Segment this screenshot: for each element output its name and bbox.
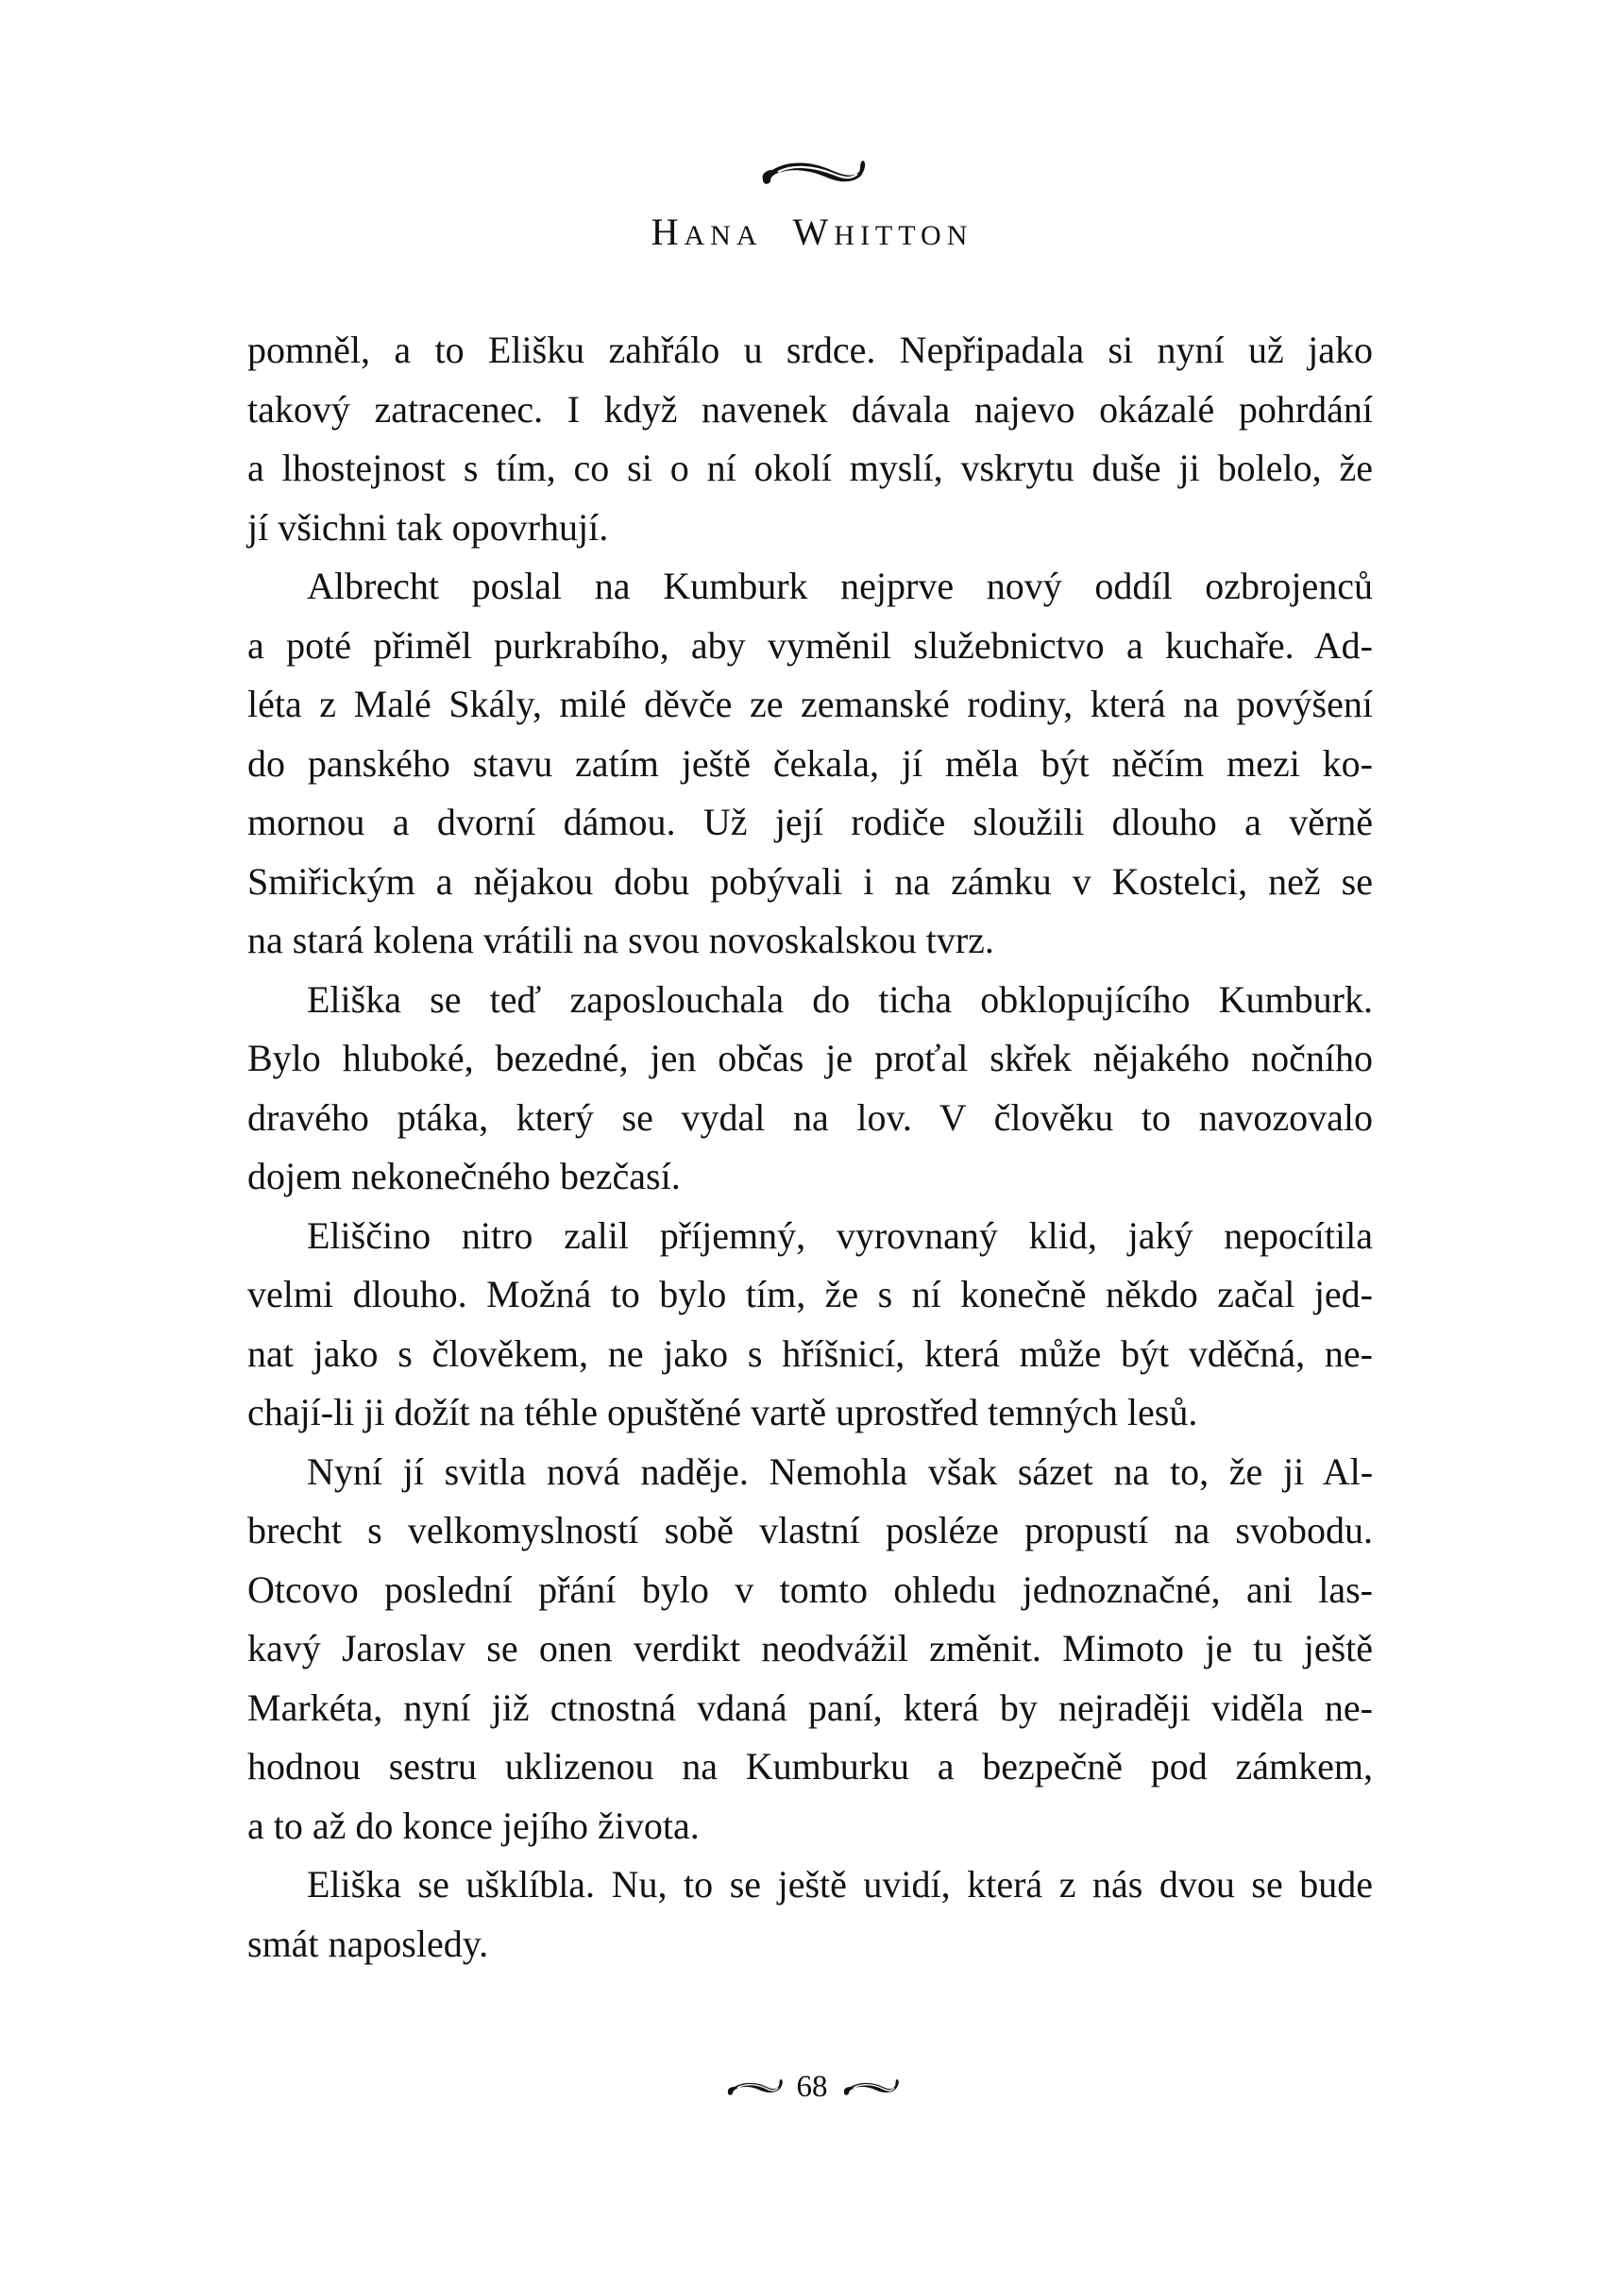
text-line: kavý Jaroslav se onen verdikt neodvážil změnit. Mimoto je tu ještě	[247, 1627, 1374, 1669]
text-line: dravého ptáka, který se vydal na lov. V člověku to navozovalo	[247, 1095, 1373, 1139]
page-footer	[0, 2068, 1624, 2107]
text-line: dojem nekonečného bezčasí.	[247, 1155, 681, 1197]
text-line: velmi dlouho. Možná to bylo tím, že s ní konečně někdo začal jed-	[247, 1273, 1374, 1315]
text-line: do panského stavu zatím ještě čekala, jí měla být něčím mezi ko-	[247, 741, 1373, 785]
text-line: Albrecht poslal na Kumburk nejprve nový oddíl ozbrojenců	[307, 565, 1373, 607]
paragraph	[247, 1207, 1373, 1443]
swash-ornament-icon	[757, 151, 867, 189]
author-last-name: WHITTON	[792, 211, 973, 253]
text-line: Smiřickým a nějakou dobu pobývali i na zámku v Kostelci, než se	[247, 859, 1373, 903]
text-line: chají-li ji dožít na téhle opuštěné vartě uprostřed temných lesů.	[247, 1391, 1198, 1433]
text-line: hodnou sestru uklizenou na Kumburku a bezpečně pod zámkem,	[247, 1745, 1373, 1787]
text-line: pomněl, a to Elišku zahřálo u srdce. Nepřipadala si nyní už jako	[247, 329, 1373, 371]
paragraph	[247, 557, 1373, 971]
author-first-name: HANA	[651, 211, 763, 253]
text-line: Eliščino nitro zalil příjemný, vyrovnaný klid, jaký nepocítila	[307, 1213, 1373, 1257]
text-line: Bylo hluboké, bezedné, jen občas je proťal skřek nějakého nočního	[247, 1037, 1374, 1079]
page-number: 68	[796, 2070, 828, 2104]
text-line: a poté přiměl purkrabího, aby vyměnil služebnictvo a kuchaře. Ad-	[247, 623, 1373, 667]
text-line: Otcovo poslední přání bylo v tomto ohledu jednoznačné, ani las-	[247, 1567, 1374, 1611]
text-line: smát naposledy.	[247, 1922, 489, 1965]
swash-left-icon	[725, 2076, 784, 2097]
text-line: nat jako s člověkem, ne jako s hříšnicí, která může být vděčná, ne-	[247, 1331, 1373, 1375]
text-line: a lhostejnost s tím, co si o ní okolí myslí, vskrytu duše ji bolelo, že	[247, 447, 1374, 489]
text-line: léta z Malé Skály, milé děvče ze zemanské rodiny, která na povýšení	[247, 683, 1373, 725]
text-line: na stará kolena vrátili na svou novoskalskou tvrz.	[247, 919, 994, 961]
text-line: Eliška se ušklíbla. Nu, to se ještě uvidí, která z nás dvou se bude	[307, 1863, 1374, 1906]
text-line: a to až do konce jejího života.	[247, 1804, 700, 1847]
paragraph	[247, 1855, 1373, 1974]
text-line: Nyní jí svitla nová naděje. Nemohla však sázet na to, že ji Al-	[307, 1449, 1374, 1493]
paragraph	[247, 1443, 1373, 1856]
running-head-author	[0, 210, 1624, 259]
folio	[725, 2068, 900, 2106]
text-line: takový zatracenec. I když navenek dávala najevo okázalé pohrdání	[247, 387, 1374, 431]
paragraph	[247, 971, 1373, 1207]
text-line: jí všichni tak opovrhují.	[247, 505, 609, 549]
body-text	[247, 321, 1373, 1974]
running-head	[0, 151, 1624, 189]
paragraph	[247, 321, 1373, 557]
text-line: mornou a dvorní dámou. Už její rodiče sloužili dlouho a věrně	[247, 801, 1374, 843]
swash-right-icon	[841, 2076, 900, 2097]
text-line: Eliška se teď zaposlouchala do ticha obklopujícího Kumburk.	[307, 977, 1373, 1021]
text-line: Markéta, nyní již ctnostná vdaná paní, která by nejraději viděla ne-	[247, 1686, 1374, 1729]
text-line: brecht s velkomyslností sobě vlastní posléze propustí na svobodu.	[247, 1509, 1373, 1551]
